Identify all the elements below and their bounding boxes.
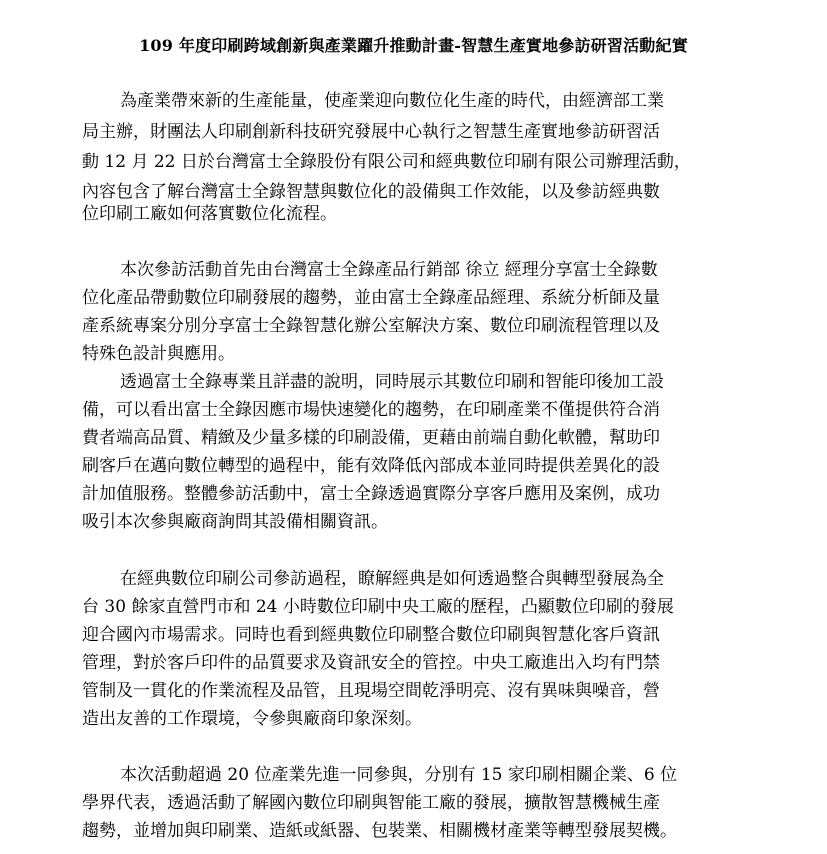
paragraph-line: 學界代表，透過活動了解國內數位印刷與智能工廠的發展，擴散智慧機械生產 [82,793,660,813]
paragraph-line: 動 12 月 22 日於台灣富士全錄股份有限公司和經典數位印刷有限公司辦理活動， [82,152,691,172]
paragraph-line: 在經典數位印刷公司參訪過程，瞭解經典是如何透過整合與轉型發展為全 [120,569,664,589]
paragraph-line: 吸引本次參與廠商詢問其設備相關資訊。 [82,512,388,532]
paragraph-line: 管理，對於客戶印件的品質要求及資訊安全的管控。中央工廠進出入均有門禁 [82,653,660,673]
paragraph-line: 產系統專案分別分享富士全錄智慧化辦公室解決方案、數位印刷流程管理以及 [82,316,660,336]
paragraph-line: 位印刷工廠如何落實數位化流程。 [82,204,337,224]
paragraph-line: 為產業帶來新的生產能量，使產業迎向數位化生產的時代，由經濟部工業 [120,91,664,111]
paragraph-line: 台 30 餘家直營門市和 24 小時數位印刷中央工廠的歷程，凸顯數位印刷的發展 [82,597,674,617]
paragraph-line: 特殊色設計與應用。 [82,344,235,364]
paragraph-line: 本次活動超過 20 位產業先進一同參與，分別有 15 家印刷相關企業、6 位 [120,765,678,785]
paragraph-line: 管制及一貫化的作業流程及品管，且現場空間乾淨明亮、沒有異味與噪音，營 [82,681,660,701]
paragraph-line: 迎合國內市場需求。同時也看到經典數位印刷整合數位印刷與智慧化客戶資訊 [82,625,660,645]
paragraph-line: 內容包含了解台灣富士全錄智慧與數位化的設備與工作效能，以及參訪經典數 [82,182,660,202]
paragraph-line: 計加值服務。整體參訪活動中，富士全錄透過實際分享客戶應用及案例，成功 [82,484,660,504]
paragraph-line: 造出友善的工作環境，令參與廠商印象深刻。 [82,709,422,729]
paragraph-line: 本次參訪活動首先由台灣富士全錄產品行銷部 徐立 經理分享富士全錄數 [120,260,658,280]
paragraph-line: 備，可以看出富士全錄因應市場快速變化的趨勢，在印刷產業不僅提供符合消 [82,400,660,420]
paragraph-line: 趨勢，並增加與印刷業、造紙或紙器、包裝業、相關機材產業等轉型發展契機。 [82,821,677,841]
document-title: 109 年度印刷跨域創新與產業躍升推動計畫-智慧生產實地參訪研習活動紀實 [139,36,688,55]
paragraph-line: 透過富士全錄專業且詳盡的說明，同時展示其數位印刷和智能印後加工設 [120,372,664,392]
paragraph-line: 刷客戶在邁向數位轉型的過程中，能有效降低內部成本並同時提供差異化的設 [82,456,660,476]
paragraph-line: 位化產品帶動數位印刷發展的趨勢，並由富士全錄產品經理、系統分析師及量 [82,288,660,308]
paragraph-line: 費者端高品質、精緻及少量多樣的印刷設備，更藉由前端自動化軟體，幫助印 [82,428,660,448]
paragraph-line: 局主辦，財團法人印刷創新科技研究發展中心執行之智慧生產實地參訪研習活 [82,122,660,142]
